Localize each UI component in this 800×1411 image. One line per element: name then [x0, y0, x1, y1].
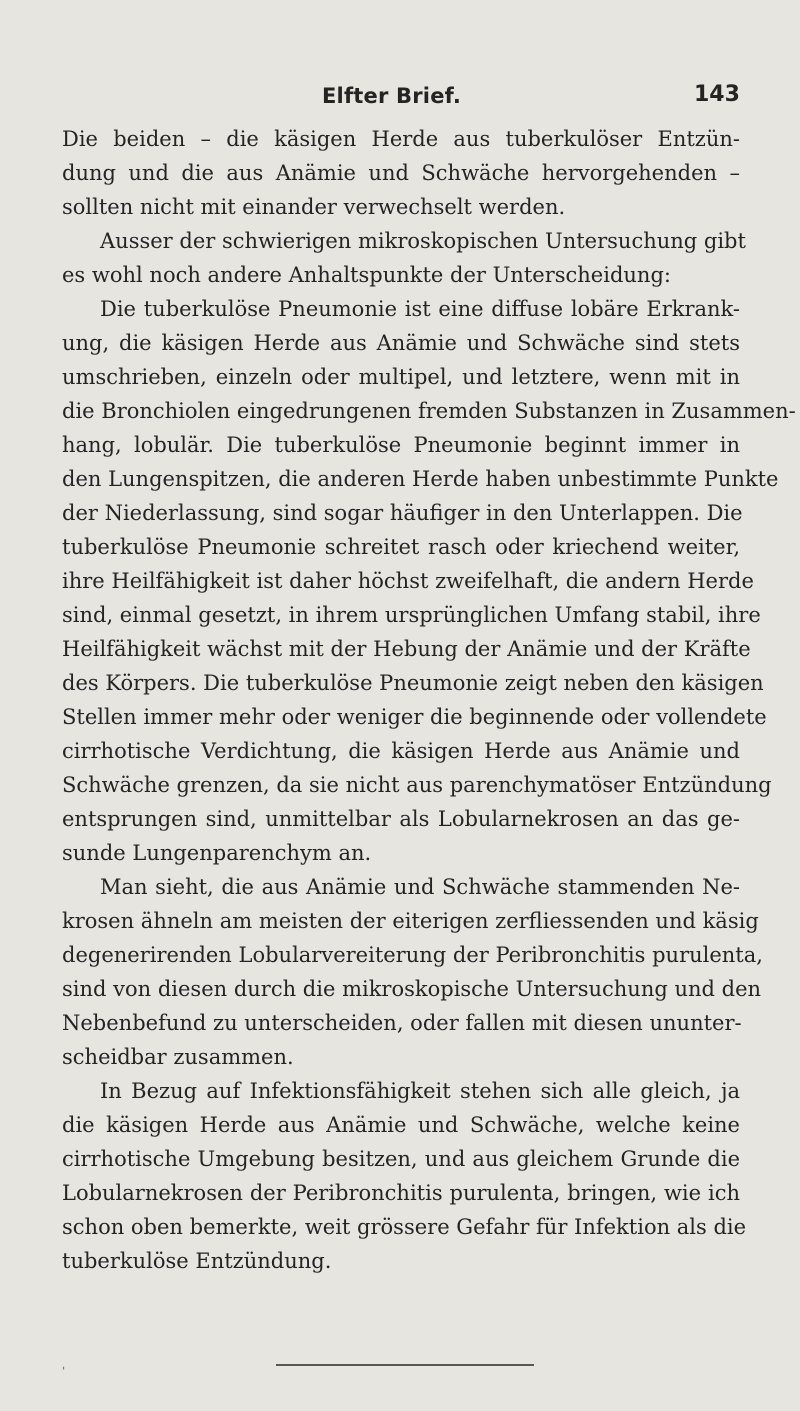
margin-mark: ˌ [62, 1357, 66, 1371]
text-line: tuberkulöse Entzündung. [62, 1249, 332, 1273]
text-line: Nebenbefund zu unterscheiden, oder fallen mit diesen ununter- [62, 1011, 742, 1035]
text-line: schon oben bemerkte, weit grössere Gefahr für Infektion als die [62, 1215, 747, 1239]
page-header [0, 82, 800, 112]
running-title: Elfter Brief. [322, 84, 461, 108]
text-line: Die beiden – die käsigen Herde aus tuberkulöser Entzün- [62, 127, 740, 151]
text-line: Ausser der schwierigen mikroskopischen Untersuchung gibt [100, 229, 746, 253]
text-line: degenerirenden Lobularvereiterung der Peribronchitis purulenta, [62, 943, 763, 967]
text-line: sunde Lungenparenchym an. [62, 841, 372, 865]
text-line: sollten nicht mit einander verwechselt werden. [62, 195, 566, 219]
text-line: entsprungen sind, unmittelbar als Lobularnekrosen an das ge- [62, 807, 740, 831]
text-line: In Bezug auf Infektionsfähigkeit stehen sich alle gleich, ja [100, 1079, 740, 1103]
body-text [62, 122, 796, 1278]
text-line: Lobularnekrosen der Peribronchitis purulenta, bringen, wie ich [62, 1181, 740, 1205]
text-line: Schwäche grenzen, da sie nicht aus parenchymatöser Entzündung [62, 773, 772, 797]
text-line: ihre Heilfähigkeit ist daher höchst zweifelhaft, die andern Herde [62, 569, 754, 593]
text-line: scheidbar zusammen. [62, 1045, 294, 1069]
text-line: Heilfähigkeit wächst mit der Hebung der Anämie und der Kräfte [62, 637, 751, 661]
text-line: ung, die käsigen Herde aus Anämie und Schwäche sind stets [62, 331, 740, 355]
page-number: 143 [694, 82, 740, 107]
text-line: die käsigen Herde aus Anämie und Schwäche, welche keine [62, 1113, 740, 1137]
text-line: Man sieht, die aus Anämie und Schwäche stammenden Ne- [100, 875, 740, 899]
text-line: dung und die aus Anämie und Schwäche hervorgehenden – [62, 161, 740, 185]
text-line: hang, lobulär. Die tuberkulöse Pneumonie beginnt immer in [62, 433, 740, 457]
text-line: cirrhotische Verdichtung, die käsigen Herde aus Anämie und [62, 739, 740, 763]
text-line: Stellen immer mehr oder weniger die beginnende oder vollendete [62, 705, 767, 729]
text-line: es wohl noch andere Anhaltspunkte der Unterscheidung: [62, 263, 671, 287]
text-line: cirrhotische Umgebung besitzen, und aus gleichem Grunde die [62, 1147, 740, 1171]
text-line: tuberkulöse Pneumonie schreitet rasch oder kriechend weiter, [62, 535, 740, 559]
text-line: Die tuberkulöse Pneumonie ist eine diffuse lobäre Erkrank- [100, 297, 740, 321]
text-line: des Körpers. Die tuberkulöse Pneumonie zeigt neben den käsigen [62, 671, 764, 695]
text-line: der Niederlassung, sind sogar häufiger in den Unterlappen. Die [62, 501, 743, 525]
section-divider [276, 1364, 534, 1366]
text-line: den Lungenspitzen, die anderen Herde haben unbestimmte Punkte [62, 467, 779, 491]
text-line: krosen ähneln am meisten der eiterigen zerfliessenden und käsig [62, 909, 759, 933]
text-line: die Bronchiolen eingedrungenen fremden Substanzen in Zusammen- [62, 399, 796, 423]
text-line: umschrieben, einzeln oder multipel, und letztere, wenn mit in [62, 365, 740, 389]
text-line: sind, einmal gesetzt, in ihrem ursprünglichen Umfang stabil, ihre [62, 603, 761, 627]
text-line: sind von diesen durch die mikroskopische Untersuchung und den [62, 977, 762, 1001]
